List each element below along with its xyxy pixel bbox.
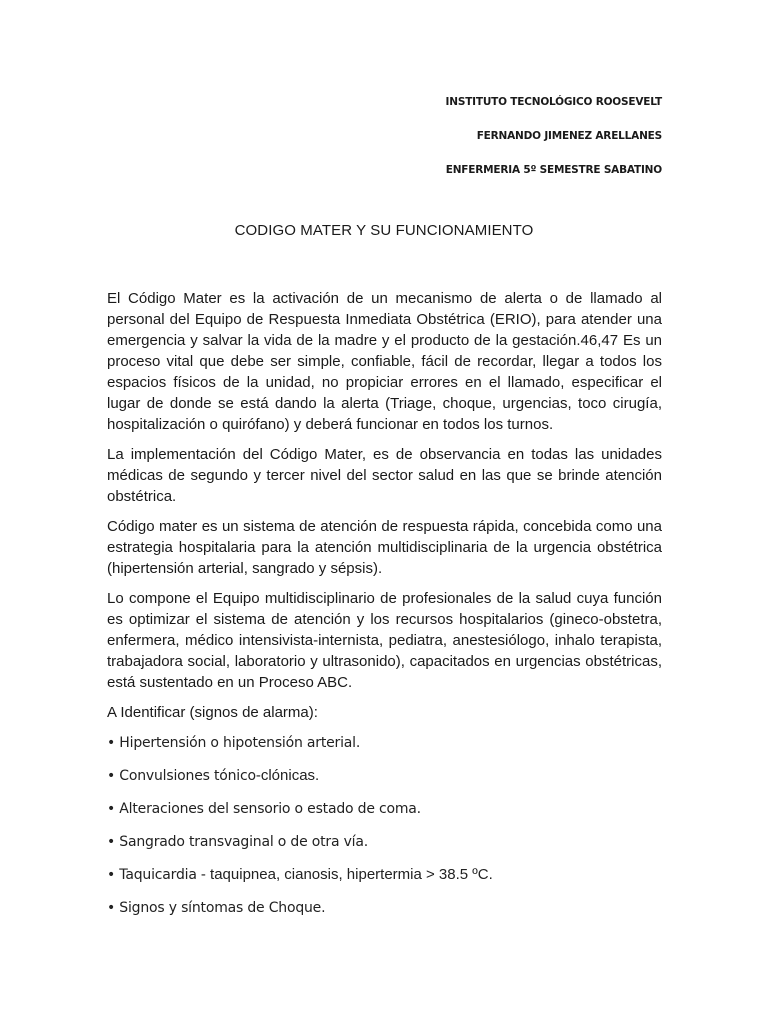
list-item: • Alteraciones del sensorio o estado de coma. bbox=[107, 801, 421, 817]
list-heading: A Identificar (signos de alarma): bbox=[107, 704, 318, 721]
paragraph: La implementación del Código Mater, es de observancia en todas las unidades médicas de segundo y tercer nivel del sector salud en las que se brinde atención obstétrica. bbox=[107, 446, 662, 505]
document-title: CODIGO MATER Y SU FUNCIONAMIENTO bbox=[234, 222, 534, 239]
list-item: • Hipertensión o hipotensión arterial. bbox=[107, 735, 361, 751]
list-item: • Convulsiones tónico-clónicas. bbox=[107, 767, 320, 784]
paragraph: Código mater es un sistema de atención de respuesta rápida, concebida como una estrategia hospitalaria para la atención multidisciplinaria de la urgencia obstétrica (hipertensión arterial, sangrado y sépsis). bbox=[107, 518, 662, 577]
alarm-sign-list bbox=[107, 732, 662, 930]
list-item: • Sangrado transvaginal o de otra vía. bbox=[107, 834, 369, 850]
document-body bbox=[107, 288, 662, 930]
paragraph: Lo compone el Equipo multidisciplinario de profesionales de la salud cuya función es optimizar el sistema de atención y los recursos hospitalarios (gineco-obstetra, enfermera, médico intensivista-internista, pediatra, anestesiólogo, inhalo terapista, trabajadora social, laboratorio y ultrasonido), capacitados en urgencias obstétricas, está sustentado en un Proceso ABC. bbox=[107, 590, 662, 691]
list-item: • Taquicardia - taquipnea, cianosis, hipertermia > 38.5 ºC. bbox=[107, 866, 493, 883]
paragraph: El Código Mater es la activación de un mecanismo de alerta o de llamado al personal del Equipo de Respuesta Inmediata Obstétrica (ERIO), para atender una emergencia y salvar la vida de la madre y el producto de la gestación.46,47 Es un proceso vital que debe ser simple, confiable, fácil de recordar, llegar a todos los espacios físicos de la unidad, no propiciar errores en el llamado, especificar el lugar de donde se está dando la alerta (Triage, choque, urgencias, toco cirugía, hospitalización o quirófano) y deberá funcionar en todos los turnos. bbox=[107, 290, 662, 433]
institution-name: INSTITUTO TECNOLÓGICO ROOSEVELT bbox=[445, 96, 662, 108]
list-item: • Signos y síntomas de Choque. bbox=[107, 900, 326, 916]
header-block bbox=[446, 92, 662, 194]
course-name: ENFERMERIA 5º SEMESTRE SABATINO bbox=[445, 164, 662, 176]
author-name: FERNANDO JIMENEZ ARELLANES bbox=[476, 130, 662, 142]
